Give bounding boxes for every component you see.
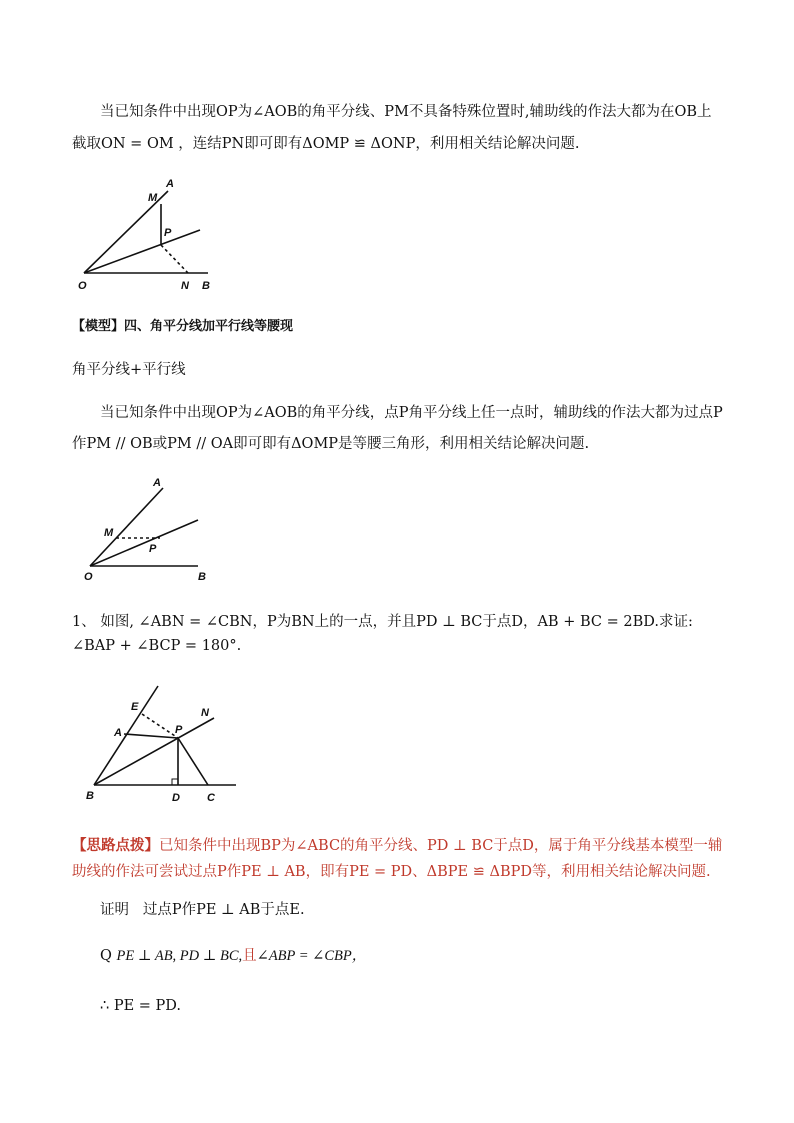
proof-line3: ∴ PE = PD. [100,998,182,1014]
section4-paragraph-line2: 作PM // OB或PM // OA即可即有ΔOMP是等腰三角形，利用相关结论解决问题. [72,436,590,452]
fig3-label-A: A [114,727,122,739]
fig1-label-N: N [181,280,189,292]
fig2-label-M: M [104,527,114,539]
proof-line2 [100,946,366,966]
proof-step2-conj: 且 [242,948,257,964]
fig2-label-O: O [84,571,93,583]
section3-paragraph-line1: 当已知条件中出现OP为∠AOB的角平分线、PM不具备特殊位置时,辅助线的作法大都为在OB上 [100,104,712,120]
fig3-label-N: N [201,707,209,719]
fig1-label-M: M [148,192,158,204]
section4-subtitle: 角平分线+平行线 [72,362,186,378]
problem1-line2: ∠BAP + ∠BCP = 180°. [72,638,242,654]
proof-because-symbol: Q [100,948,112,964]
hint-text-line1: 已知条件中出现BP为∠ABC的角平分线、PD ⊥ BC于点D，属于角平分线基本模型一辅 [159,838,723,854]
problem1-statement: 如图, ∠ABN = ∠CBN，P为BN上的一点，并且PD ⊥ BC于点D，AB + BC = 2BD.求证: [100,614,693,630]
hint-line2: 助线的作法可尝试过点P作PE ⊥ AB，即有PE = PD、ΔBPE ≌ ΔBPD等，利用相关结论解决问题. [72,864,711,880]
section4-heading: 【模型】四、角平分线加平行线等腰现 [72,319,294,334]
proof-step1: 过点P作PE ⊥ AB于点E. [142,902,305,918]
fig1-label-P: P [164,227,172,239]
section3-paragraph-line2: 截取ON = OM ，连结PN即可即有ΔOMP ≌ ΔONP，利用相关结论解决问题. [72,136,580,152]
fig3-label-C: C [207,792,215,804]
fig3-label-P: P [175,724,183,736]
fig1-label-B: B [202,280,210,292]
proof-label: 证明 [100,902,129,918]
proof-step2-tail: ∠ABP = ∠CBP， [256,948,367,964]
fig2-label-P: P [149,543,157,555]
fig2-label-A: A [153,477,161,489]
fig3-label-E: E [131,701,139,713]
section4-paragraph-line1: 当已知条件中出现OP为∠AOB的角平分线，点P角平分线上任一点时，辅助线的作法大都为过点P [100,405,723,421]
proof-step2: PE ⊥ AB, PD ⊥ BC, [116,948,243,964]
proof-line1 [100,900,305,920]
fig1-label-A: A [166,178,174,190]
fig3-label-D: D [172,792,180,804]
fig3-label-B: B [86,790,94,802]
fig1-label-O: O [78,280,87,292]
problem1-number: 1、 [72,614,96,630]
hint-tag: 【思路点拨】 [72,837,159,854]
hint-line1 [72,836,722,856]
fig2-label-B: B [198,571,206,583]
